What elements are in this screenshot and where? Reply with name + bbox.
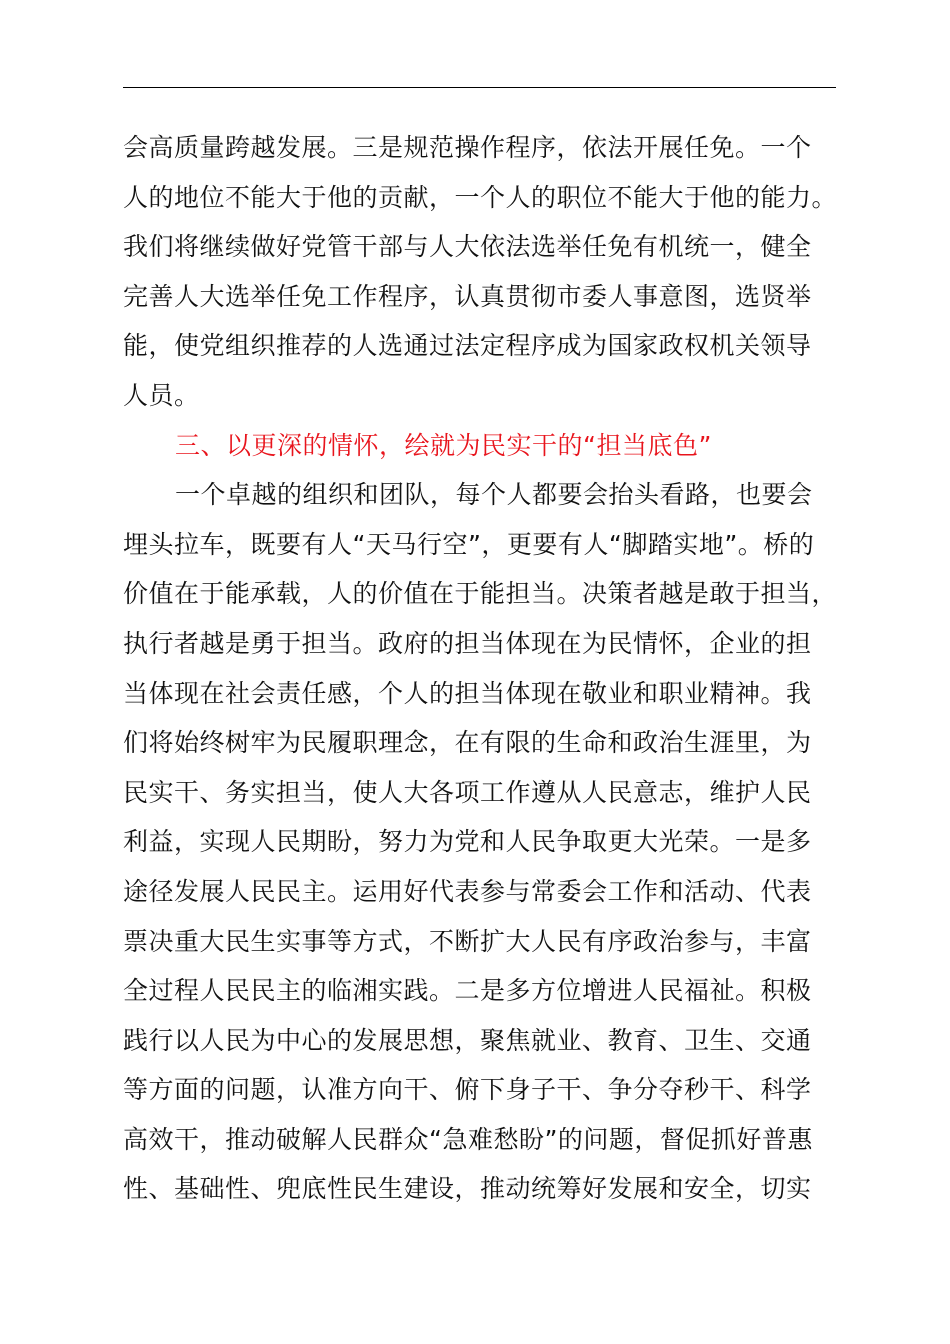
text-line: 一个卓越的组织和团队，每个人都要会抬头看路，也要会 <box>175 480 813 510</box>
text-line: 当体现在社会责任感，个人的担当体现在敬业和职业精神。我 <box>123 678 812 708</box>
text-line: 等方面的问题，认准方向干、俯下身子干、争分夺秒干、科学 <box>123 1075 812 1105</box>
header-rule <box>123 87 836 88</box>
text-line: 能，使党组织推荐的人选通过法定程序成为国家政权机关领导 <box>123 331 812 361</box>
text-line: 途径发展人民民主。运用好代表参与常委会工作和活动、代表 <box>123 876 812 906</box>
text-line: 全过程人民民主的临湘实践。二是多方位增进人民福祉。积极 <box>123 976 812 1006</box>
text-line: 人员。 <box>123 380 200 410</box>
text-line: 完善人大选举任免工作程序，认真贯彻市委人事意图，选贤举 <box>123 281 812 311</box>
text-line: 人的地位不能大于他的贡献，一个人的职位不能大于他的能力。 <box>123 182 838 212</box>
text-line: 埋头拉车，既要有人“天马行空”，更要有人“脚踏实地”。桥的 <box>123 529 815 559</box>
text-line: 我们将继续做好党管干部与人大依法选举任免有机统一，健全 <box>123 232 812 262</box>
text-line: 执行者越是勇于担当。政府的担当体现在为民情怀，企业的担 <box>123 628 812 658</box>
text-line: 会高质量跨越发展。三是规范操作程序，依法开展任免。一个 <box>123 133 812 162</box>
text-line: 高效干，推动破解人民群众“急难愁盼”的问题，督促抓好普惠 <box>123 1124 813 1154</box>
text-line: 们将始终树牢为民履职理念，在有限的生命和政治生涯里，为 <box>123 728 812 758</box>
text-line: 民实干、务实担当，使人大各项工作遵从人民意志，维护人民 <box>123 777 812 807</box>
text-line: 利益，实现人民期盼，努力为党和人民争取更大光荣。一是多 <box>123 827 812 857</box>
text-line: 践行以人民为中心的发展思想，聚焦就业、教育、卫生、交通 <box>123 1025 812 1055</box>
text-line: 性、基础性、兜底性民生建设，推动统筹好发展和安全，切实 <box>123 1174 812 1204</box>
section-heading: 三、以更深的情怀，绘就为民实干的“担当底色” <box>175 430 712 460</box>
document-body <box>123 123 836 1214</box>
text-line: 票决重大民生实事等方式，不断扩大人民有序政治参与，丰富 <box>123 926 812 956</box>
text-line: 价值在于能承载，人的价值在于能担当。决策者越是敢于担当， <box>123 579 838 609</box>
